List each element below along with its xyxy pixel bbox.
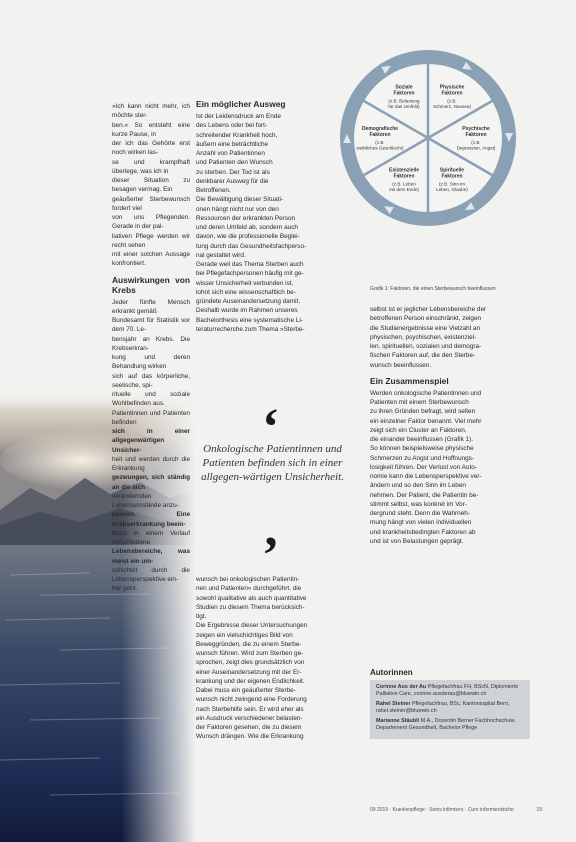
body-line: ändern und so den Sinn im Leben <box>370 482 466 490</box>
body-line: des Lebens oder bei fort- <box>196 122 268 130</box>
author-name: Marianne Stäubli <box>376 717 420 724</box>
factor-title: Existenzielle Faktoren <box>388 167 420 180</box>
author-name: Corinne Aus der Au <box>376 684 427 690</box>
body-line: kung und deren Behandlung wirken <box>112 354 190 371</box>
body-line: denkbarer Ausweg für die <box>196 177 269 185</box>
body-line: Die Bewältigung dieser Situati- <box>196 196 284 204</box>
body-line: einer Auseinandersetzung mit der Er- <box>196 668 302 676</box>
body-line: fischen Faktoren auf, die den Sterbe- <box>370 352 476 360</box>
body-line: Ressourcen der erkrankten Person <box>196 214 296 222</box>
author-entry <box>376 701 524 716</box>
body-line: Schmerzen zu Angst und Hoffnungs- <box>370 454 474 462</box>
body-line: len, spirituellen, sozialen und demogra- <box>370 343 482 350</box>
body-line: Lebensbereiche, was meist ein um- <box>112 548 190 565</box>
body-line: nach Sterbehilfe sein. Er wird eher als <box>196 705 304 713</box>
body-line: zeigt sich ein Cluster an Faktoren, <box>370 426 467 434</box>
intro-line: »Ich kann nicht mehr, ich möchte ster- <box>112 103 190 120</box>
body-line: die einander beeinflussen (Grafik 1). <box>370 436 474 443</box>
authors-box <box>370 668 530 739</box>
author-entry <box>376 684 524 699</box>
factor-title: Soziale Faktoren <box>393 84 415 97</box>
body-line: wunsch nicht zwingend eine Forderung <box>196 696 307 704</box>
body-line: teraturrecherche zum Thema »Sterbe- <box>196 325 305 333</box>
section-heading: Auswirkungen von Krebs <box>112 274 190 295</box>
body-line: So können beispielsweise physische <box>370 445 474 453</box>
body-line: Die Ergebnisse dieser Untersuchungen <box>196 622 308 630</box>
body-line: Anzahl von Patientinnen <box>196 150 265 157</box>
factor-title: Spirituelle Faktoren <box>439 167 465 180</box>
body-line: nehmen. Der Patient, die Patientin be- <box>370 491 479 499</box>
body-line: zeigen ein vielschichtiges Bild von <box>196 631 293 639</box>
body-line: wunsch beeinflussen. <box>370 361 432 369</box>
body-line: Wunsch drängen. Wie die Erkrankung <box>196 733 304 741</box>
body-line: Bundesamt für Statistik vor dem 70. Le- <box>112 317 190 334</box>
factor-title: Psychische Faktoren <box>462 126 490 138</box>
body-line: krankung und der eigenen Endlichkeit. <box>196 677 305 685</box>
body-line: wunsch bei onkologischen Patientin- <box>196 576 300 583</box>
factor-title: Physische Faktoren <box>439 84 465 97</box>
body-line: und krankheitsbedingten Faktoren ab <box>370 528 476 536</box>
body-line: schreitender Krankheit hoch, <box>196 131 278 139</box>
factor-example: (z.B. Schmerz, Nausea) <box>432 98 472 109</box>
body-line: onen hängt nicht nur von den <box>196 205 279 213</box>
intro-line: liativen Pflege werden wir recht sehen <box>112 232 190 249</box>
body-line: Betroffenen. <box>196 187 231 194</box>
body-line: Jeder fünfte Mensch erkrankt gemäß <box>112 298 190 315</box>
body-line: lohnt sich eine wissenschaftlich be- <box>196 288 296 296</box>
pull-quote: Onkologische Patientinnen und Patienten befinden sich in einer allgegen-wärtigen Unsicherheit. <box>201 443 344 483</box>
factor-example: (z.B. weibliches Geschlecht) <box>356 140 404 151</box>
column-middle-continued <box>196 575 348 742</box>
body-line: sowohl qualitative als auch quantitative <box>196 594 307 602</box>
quote-close-mark: ’ <box>262 527 280 584</box>
body-line: her geht. <box>112 585 138 593</box>
body-line: passen. Eine Krebserkrankung beein- <box>112 511 190 528</box>
body-line: zu sterben. Der Tod ist als <box>196 168 270 176</box>
factor-wheel-diagram <box>330 40 526 236</box>
body-line: nomie kann die Lebensperspektive ver- <box>370 473 482 480</box>
body-line: nen und Patienten« durchgeführt, die <box>196 585 302 593</box>
intro-line: geäußerter Sterbewunsch fordert viel <box>112 195 190 212</box>
intro-line: dieser Situation zu besagen vermag. Ein <box>112 177 190 194</box>
authors-title: Autorinnen <box>370 668 413 677</box>
body-line: verändernden Lebensumstände anzu- <box>112 492 179 509</box>
section-heading: Ein Zusammenspiel <box>370 375 449 386</box>
author-name: Rahel Steiner <box>376 700 411 707</box>
body-line: tung durch das Gesundheitsfachperso- <box>196 242 307 250</box>
body-line: sich auf das körperliche, seelische, spi- <box>112 372 190 389</box>
diagram-caption: Grafik 1: Faktoren, die einen Sterbewunsch beeinflussen <box>370 286 496 292</box>
body-line: Bachelorthesis eine systematische Li- <box>196 316 303 324</box>
page-number: 19 <box>536 807 542 813</box>
factor-example: (z.B. Sinn im Leben, Glaube) <box>436 181 468 193</box>
intro-line: se und krampfhaft überlege, was ich in <box>112 158 190 175</box>
factor-example: (z.B. Belastung für das Umfeld) <box>388 98 420 109</box>
factor-example: (z.B. Depression, Angst) <box>456 140 496 151</box>
body-line: flusst in einem Verlauf verschiedene <box>112 529 190 546</box>
body-line: stimmt selbst, was konkret im Vor- <box>370 500 467 508</box>
author-info: M.A., Dozentin Berner Fachhochschule, Departement Gesundheit, Bachelor Pflege <box>376 717 516 732</box>
body-line: ein Ausdruck verschiedener belasten- <box>196 714 303 722</box>
body-line: betroffenen Person einschränkt, zeigen <box>370 315 482 323</box>
factor-example: (z.B. Leben mit dem Ende) <box>389 181 419 193</box>
body-line: sich in einer allgegenwärtigen Unsicher- <box>112 428 190 454</box>
body-line: Gerade weil das Thema Sterben auch <box>196 261 304 268</box>
body-line: Dabei muss ein geäußerter Sterbe- <box>196 687 296 694</box>
body-line: dergrund steht. Denn die Wahrneh- <box>370 510 470 517</box>
body-line: nal gestaltet wird. <box>196 251 246 259</box>
body-line: physischen, psychischen, existenziel- <box>370 333 477 341</box>
authors-list <box>370 680 530 739</box>
author-info: Pflegefachfrau, BSc, Kantonsspital Bern, rahel.steiner@bluewin.ch <box>376 700 510 715</box>
body-line: bensjahr an Krebs. Die Krebserkran- <box>112 335 190 352</box>
factor-title: Demografische Faktoren <box>361 126 399 138</box>
body-line: davon, wie die professionelle Beglei- <box>196 233 300 241</box>
intro-line: mit einer solchen Aussage konfrontiert. <box>112 251 190 268</box>
body-line: sprochen, zeigt dies grundsätzlich von <box>196 659 305 667</box>
footer-publication: 09 2019 · Krankenpflege · Soins infirmiers · Cure infermieristiche <box>370 807 514 813</box>
body-line: Ist der Leidensdruck am Ende <box>196 113 281 120</box>
body-line: Deshalb wurde im Rahmen unseres <box>196 307 298 315</box>
author-info: Pflegefachfrau FH, BScN, Diplomierte Palliative Care, corinne.ausderau@bluewin.ch <box>376 684 519 698</box>
body-line: Studien zu diesem Thema berücksich- <box>196 603 305 611</box>
intro-line: von uns Pflegenden. Gerade in der pal- <box>112 214 190 231</box>
body-line: gründete Auseinandersetzung damit. <box>196 298 301 305</box>
body-line: wunsch führen. Wird zum Sterben ge- <box>196 650 304 657</box>
author-entry <box>376 718 524 733</box>
body-line: der Faktoren gesehen, die zu diesem <box>196 724 302 731</box>
body-line: mung hängt von vielen individuellen <box>370 519 472 527</box>
column-left <box>112 102 190 594</box>
body-line: losigkeit führen. Der Verlust von Auto- <box>370 463 477 471</box>
page-footer <box>370 807 542 813</box>
body-line: äußern eine beträchtliche <box>196 140 269 148</box>
body-line: wisser Unsicherheit verbunden ist, <box>196 279 294 287</box>
body-line: Patienten mit einem Sterbewunsch <box>370 399 469 406</box>
body-line: und ist von Belastungen geprägt. <box>370 537 464 545</box>
body-line: tigt. <box>196 613 207 620</box>
body-line: und Patienten den Wunsch <box>196 159 273 167</box>
body-line: Werden onkologische Patientinnen und <box>370 389 482 397</box>
body-line: bei Pflegefachpersonen häufig mit ge- <box>196 270 304 278</box>
body-line: selbst ist er jeglicher Lebensbereiche der <box>370 306 487 313</box>
body-line: zu ihren Gründen befragt, wird selten <box>370 408 476 416</box>
column-right <box>370 305 520 546</box>
body-line: gezwungen, sich ständig an die sich <box>112 474 190 491</box>
section-heading: Ein möglicher Ausweg <box>196 99 286 109</box>
body-line: und deren Umfeld ab, sondern auch <box>196 224 298 231</box>
body-line: heit und werden durch die Erkrankung <box>112 455 190 472</box>
body-line: schichtet durch die Lebensperspektive ein- <box>112 566 190 583</box>
intro-line: der ich das Gehörte erst noch wirken las- <box>112 140 190 157</box>
body-line: ein einzelner Faktor benannt. Viel mehr <box>370 417 482 425</box>
column-middle <box>196 99 348 334</box>
body-line: Patientinnen und Patienten befinden <box>112 409 190 426</box>
quote-open-mark: ‘ <box>262 399 280 456</box>
intro-line: ben.« So entsteht eine kurze Pause, in <box>112 121 190 138</box>
body-line: rituelle und soziale Wohlbefinden aus. <box>112 391 190 408</box>
body-line: Beweggründen, die zu einem Sterbe- <box>196 640 302 648</box>
body-line: die Studienergebnisse eine Vielzahl an <box>370 324 481 332</box>
